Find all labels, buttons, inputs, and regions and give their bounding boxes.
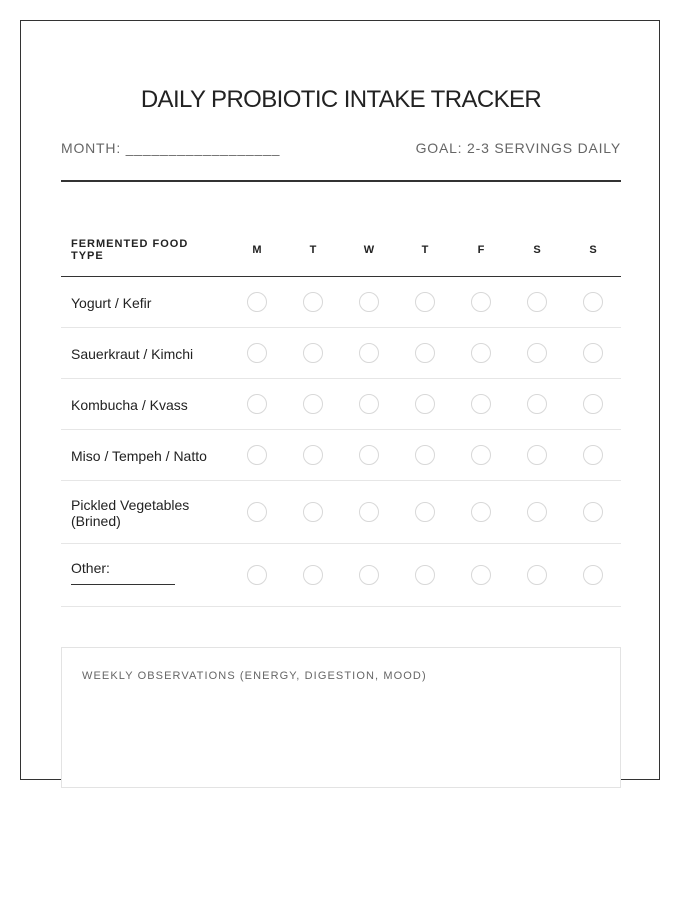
row-label-sauerkraut-kimchi: Sauerkraut / Kimchi <box>71 346 194 362</box>
checkbox-kombucha-tue[interactable] <box>303 394 323 414</box>
day-header-mon: M <box>252 244 262 256</box>
header-divider <box>61 180 621 182</box>
checkbox-miso-sun[interactable] <box>583 445 603 465</box>
row-label-miso-tempeh-natto: Miso / Tempeh / Natto <box>71 448 207 464</box>
checkbox-kombucha-thu[interactable] <box>415 394 435 414</box>
tracker-table <box>61 230 621 607</box>
other-write-in-field[interactable] <box>71 584 175 585</box>
checkbox-other-wed[interactable] <box>359 565 379 585</box>
checkbox-pickled-tue[interactable] <box>303 502 323 522</box>
checkbox-sauerkraut-fri[interactable] <box>471 343 491 363</box>
checkbox-miso-wed[interactable] <box>359 445 379 465</box>
checkbox-miso-fri[interactable] <box>471 445 491 465</box>
checkbox-other-tue[interactable] <box>303 565 323 585</box>
month-field[interactable]: MONTH: __________________ <box>61 140 281 156</box>
checkbox-pickled-sat[interactable] <box>527 502 547 522</box>
checkbox-miso-mon[interactable] <box>247 445 267 465</box>
table-row <box>61 277 621 328</box>
checkbox-pickled-mon[interactable] <box>247 502 267 522</box>
checkbox-other-thu[interactable] <box>415 565 435 585</box>
checkbox-kombucha-fri[interactable] <box>471 394 491 414</box>
checkbox-kombucha-sat[interactable] <box>527 394 547 414</box>
checkbox-sauerkraut-tue[interactable] <box>303 343 323 363</box>
page-title: DAILY PROBIOTIC INTAKE TRACKER <box>140 86 542 113</box>
checkbox-sauerkraut-sat[interactable] <box>527 343 547 363</box>
checkbox-pickled-thu[interactable] <box>415 502 435 522</box>
checkbox-other-fri[interactable] <box>471 565 491 585</box>
checkbox-sauerkraut-wed[interactable] <box>359 343 379 363</box>
day-header-wed: W <box>363 244 375 256</box>
checkbox-yogurt-tue[interactable] <box>303 292 323 312</box>
checkbox-miso-thu[interactable] <box>415 445 435 465</box>
checkbox-kombucha-mon[interactable] <box>247 394 267 414</box>
checkbox-kombucha-sun[interactable] <box>583 394 603 414</box>
day-header-sun: S <box>589 244 597 256</box>
row-label-kombucha-kvass: Kombucha / Kvass <box>71 397 188 413</box>
checkbox-yogurt-fri[interactable] <box>471 292 491 312</box>
row-label-other <box>71 560 221 585</box>
checkbox-pickled-wed[interactable] <box>359 502 379 522</box>
food-type-column-header: FERMENTED FOOD TYPE <box>71 238 189 262</box>
row-label-pickled-vegetables: Pickled Vegetables (Brined) <box>71 497 190 529</box>
weekly-observations-box[interactable] <box>61 647 621 788</box>
checkbox-kombucha-wed[interactable] <box>359 394 379 414</box>
table-row <box>61 481 621 544</box>
checkbox-sauerkraut-sun[interactable] <box>583 343 603 363</box>
day-header-tue: T <box>309 244 317 256</box>
checkbox-sauerkraut-thu[interactable] <box>415 343 435 363</box>
weekly-observations-label: WEEKLY OBSERVATIONS (ENERGY, DIGESTION, MOOD) <box>82 670 427 682</box>
meta-row <box>61 140 621 158</box>
checkbox-miso-tue[interactable] <box>303 445 323 465</box>
checkbox-pickled-sun[interactable] <box>583 502 603 522</box>
table-header <box>61 230 621 277</box>
checkbox-sauerkraut-mon[interactable] <box>247 343 267 363</box>
row-label-yogurt-kefir: Yogurt / Kefir <box>71 295 152 311</box>
checkbox-other-sun[interactable] <box>583 565 603 585</box>
other-label-text: Other: <box>71 560 110 576</box>
checkbox-miso-sat[interactable] <box>527 445 547 465</box>
table-row <box>61 430 621 481</box>
checkbox-yogurt-sun[interactable] <box>583 292 603 312</box>
checkbox-yogurt-sat[interactable] <box>527 292 547 312</box>
checkbox-yogurt-wed[interactable] <box>359 292 379 312</box>
goal-label: GOAL: 2-3 SERVINGS DAILY <box>415 140 621 156</box>
table-row <box>61 544 621 607</box>
checkbox-pickled-fri[interactable] <box>471 502 491 522</box>
checkbox-other-sat[interactable] <box>527 565 547 585</box>
table-row <box>61 328 621 379</box>
day-header-sat: S <box>533 244 541 256</box>
table-row <box>61 379 621 430</box>
day-header-thu: T <box>421 244 429 256</box>
checkbox-yogurt-mon[interactable] <box>247 292 267 312</box>
day-header-fri: F <box>477 244 485 256</box>
checkbox-other-mon[interactable] <box>247 565 267 585</box>
checkbox-yogurt-thu[interactable] <box>415 292 435 312</box>
